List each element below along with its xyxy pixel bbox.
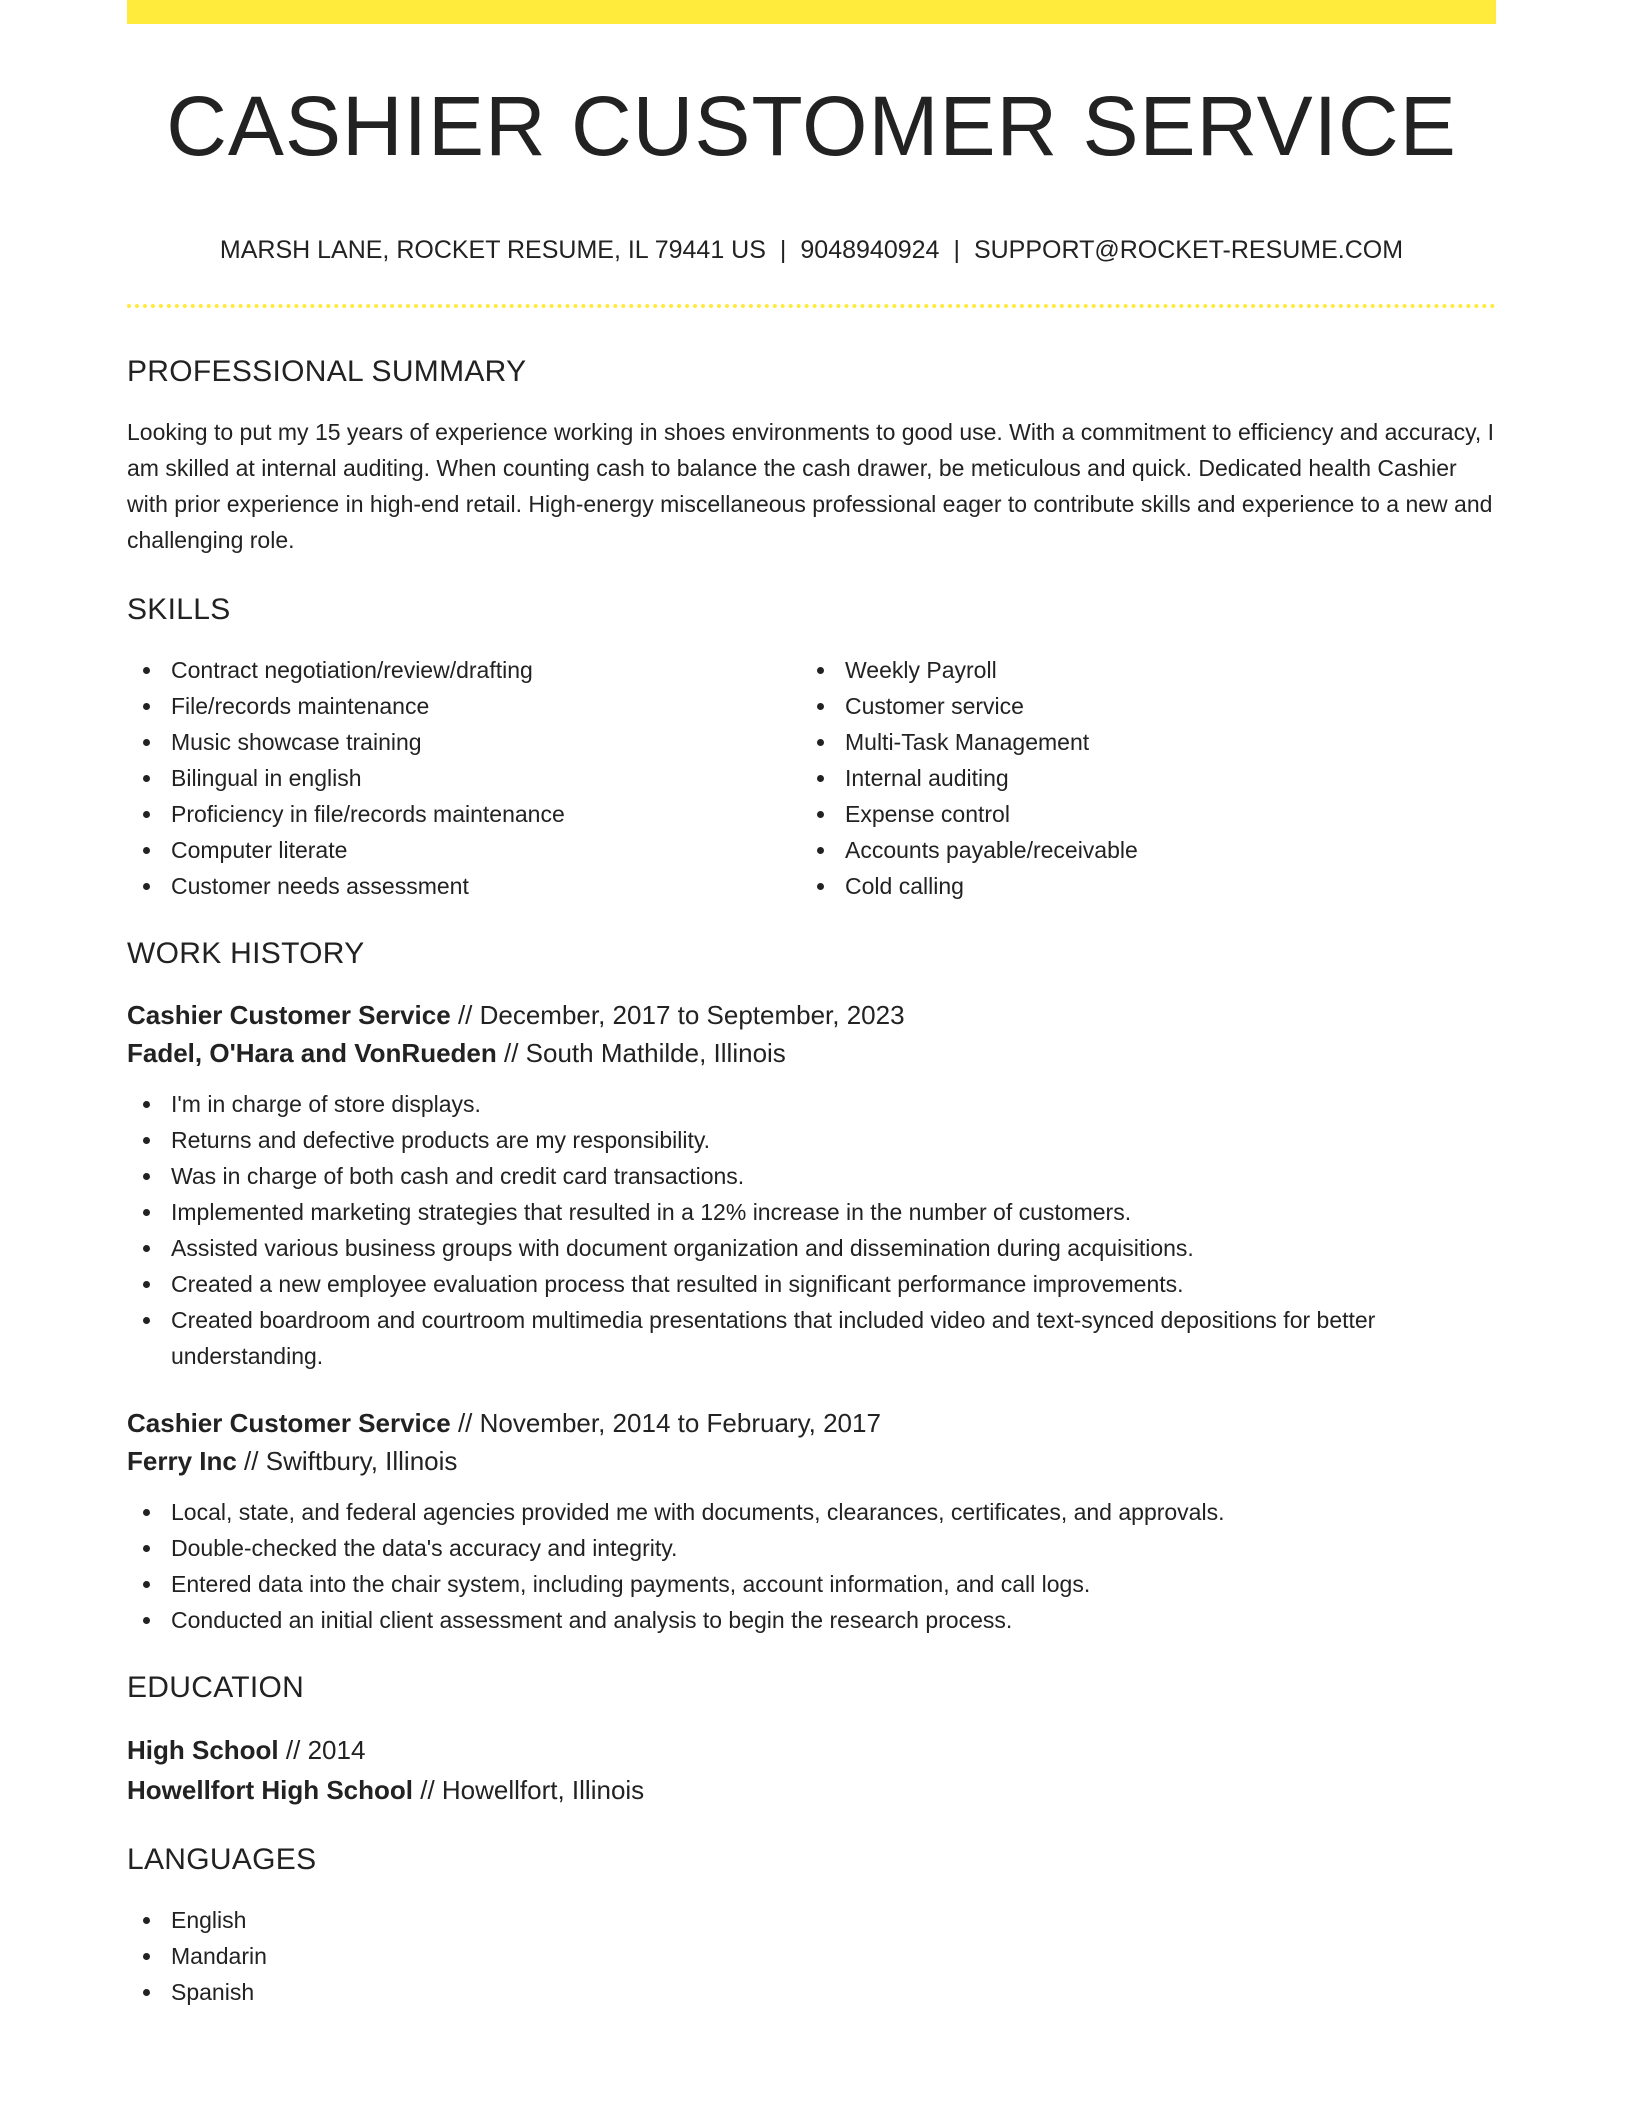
job-dates: // December, 2017 to September, 2023 xyxy=(450,1000,905,1030)
skill-item: Weekly Payroll xyxy=(801,652,1475,688)
language-item: Spanish xyxy=(127,1974,1496,2010)
job-duty: Conducted an initial client assessment and analysis to begin the research process. xyxy=(127,1602,1496,1638)
languages-list xyxy=(127,1902,1496,2010)
job-duty: Entered data into the chair system, including payments, account information, and call logs. xyxy=(127,1566,1496,1602)
job-location: // South Mathilde, Illinois xyxy=(496,1038,786,1068)
job-duty: Implemented marketing strategies that resulted in a 12% increase in the number of customers. xyxy=(127,1194,1496,1230)
job-position: Cashier Customer Service xyxy=(127,1000,451,1030)
job-company-line xyxy=(127,1034,1496,1072)
job-duty: Assisted various business groups with document organization and dissemination during acquisitions. xyxy=(127,1230,1496,1266)
skill-item: Cold calling xyxy=(801,868,1475,904)
contact-email: SUPPORT@ROCKET-RESUME.COM xyxy=(973,236,1404,264)
skills-heading: SKILLS xyxy=(127,593,231,626)
skill-item: Expense control xyxy=(801,796,1475,832)
skill-item: Customer service xyxy=(801,688,1475,724)
education-location: // Howellfort, Illinois xyxy=(413,1775,645,1805)
skill-item: File/records maintenance xyxy=(127,688,801,724)
summary-text: Looking to put my 15 years of experience working in shoes environments to good use. With a commitment to efficiency and accuracy, I am skilled at internal auditing. When counting cash to balance the cash drawer, be meticulous and quick. Dedicated health Cashier with prior experience in high-end retail. High-energy miscellaneous professional eager to contribute skills and experience to a new and challenging role. xyxy=(127,419,1495,553)
job-location: // Swiftbury, Illinois xyxy=(236,1446,458,1476)
skill-item: Multi-Task Management xyxy=(801,724,1475,760)
contact-phone: 9048940924 xyxy=(800,236,940,264)
skill-item: Customer needs assessment xyxy=(127,868,801,904)
dotted-divider xyxy=(127,304,1496,308)
skill-item: Internal auditing xyxy=(801,760,1475,796)
job-duty: Created a new employee evaluation process that resulted in significant performance improvements. xyxy=(127,1266,1496,1302)
summary-heading: PROFESSIONAL SUMMARY xyxy=(127,355,527,388)
skill-item: Music showcase training xyxy=(127,724,801,760)
education-school-line xyxy=(127,1770,1496,1810)
job-duty: Was in charge of both cash and credit card transactions. xyxy=(127,1158,1496,1194)
education-degree: High School xyxy=(127,1735,279,1765)
job-duties xyxy=(127,1086,1496,1374)
resume-content xyxy=(127,352,1496,2010)
skill-item: Proficiency in file/records maintenance xyxy=(127,796,801,832)
contact-separator: | xyxy=(953,236,960,264)
job-duty: Double-checked the data's accuracy and integrity. xyxy=(127,1530,1496,1566)
accent-bar xyxy=(127,0,1496,24)
skill-item: Bilingual in english xyxy=(127,760,801,796)
contact-separator: | xyxy=(779,236,787,264)
education-entry xyxy=(127,1730,1496,1810)
job-duty: Created boardroom and courtroom multimedia presentations that included video and text-synced depositions for better understanding. xyxy=(127,1302,1496,1374)
education-heading: EDUCATION xyxy=(127,1671,305,1704)
job-entry xyxy=(127,1404,1496,1638)
education-degree-line xyxy=(127,1730,1496,1770)
language-item: Mandarin xyxy=(127,1938,1496,1974)
job-duty: I'm in charge of store displays. xyxy=(127,1086,1496,1122)
skill-item: Contract negotiation/review/drafting xyxy=(127,652,801,688)
job-company-line xyxy=(127,1442,1496,1480)
skill-item: Accounts payable/receivable xyxy=(801,832,1475,868)
education-year: // 2014 xyxy=(278,1735,366,1765)
languages-heading: LANGUAGES xyxy=(127,1843,317,1876)
job-position: Cashier Customer Service xyxy=(127,1408,451,1438)
job-company: Ferry Inc xyxy=(127,1446,237,1476)
job-title-line xyxy=(127,1404,1496,1442)
job-duty: Returns and defective products are my responsibility. xyxy=(127,1122,1496,1158)
contact-address: MARSH LANE, ROCKET RESUME, IL 79441 US xyxy=(219,236,766,264)
language-item: English xyxy=(127,1902,1496,1938)
skills-list-right xyxy=(801,652,1475,904)
job-duties xyxy=(127,1494,1496,1638)
contact-line xyxy=(127,236,1496,265)
skill-item: Computer literate xyxy=(127,832,801,868)
job-entry xyxy=(127,996,1496,1374)
resume-name: CASHIER CUSTOMER SERVICE xyxy=(166,79,1457,173)
job-duty: Local, state, and federal agencies provided me with documents, clearances, certificates, and approvals. xyxy=(127,1494,1496,1530)
job-company: Fadel, O'Hara and VonRueden xyxy=(127,1038,497,1068)
skills-list-left xyxy=(127,652,801,904)
job-title-line xyxy=(127,996,1496,1034)
education-school: Howellfort High School xyxy=(127,1775,413,1805)
skills-grid xyxy=(127,652,1496,904)
job-dates: // November, 2014 to February, 2017 xyxy=(450,1408,881,1438)
work-history-heading: WORK HISTORY xyxy=(127,937,365,970)
